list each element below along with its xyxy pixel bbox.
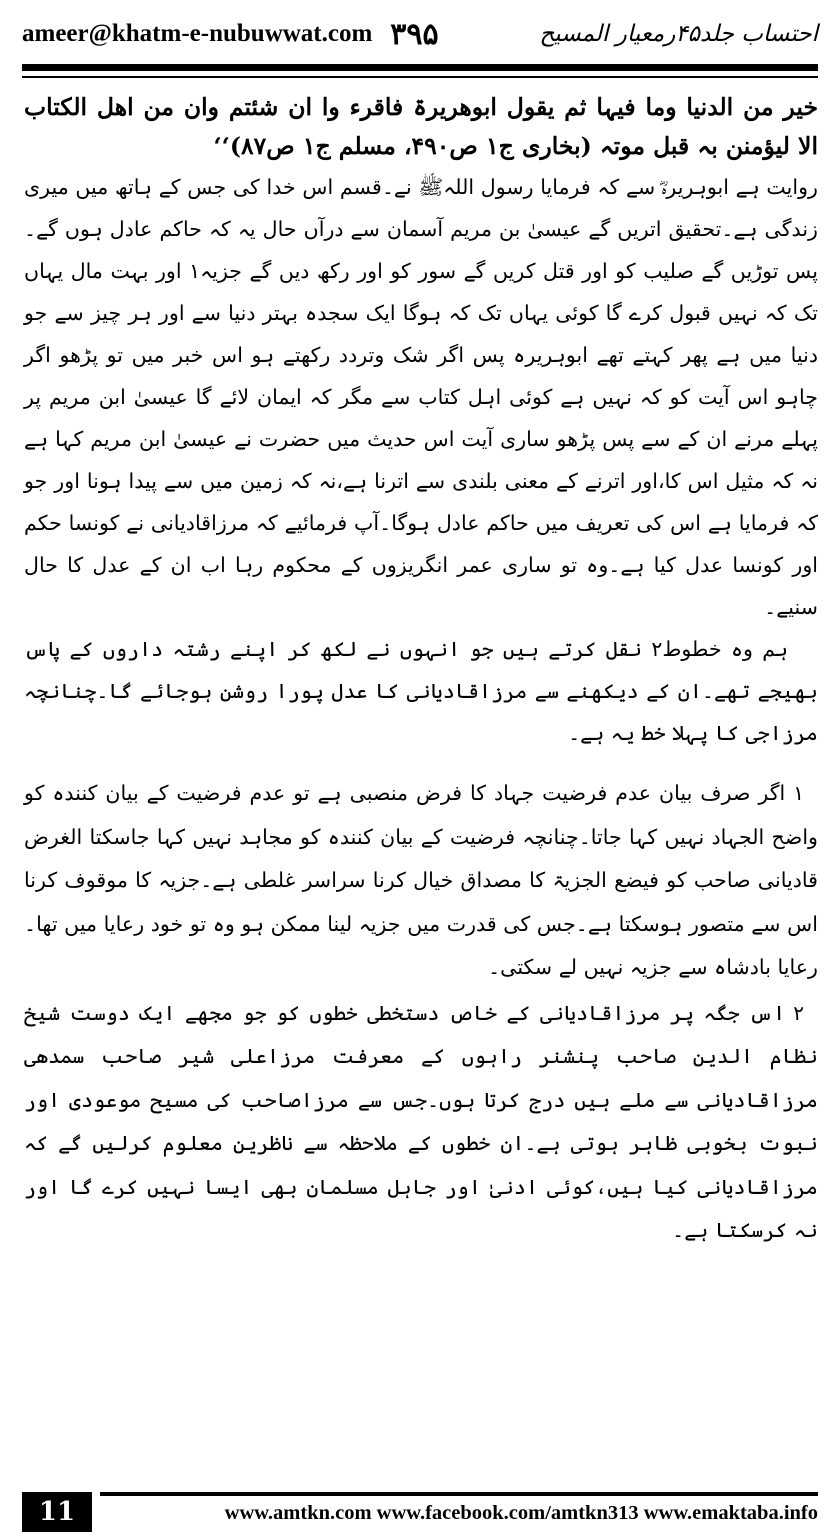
footnote-2-number: ۲ [793, 1000, 804, 1025]
arabic-quote: خیر من الدنیا وما فیہا ثم یقول ابوھریرۃ فاقرء وا ان شئتم وان من اھل الکتاب الا لیؤمنن بہ قبل موتہ (بخاری ج۱ ص۴۹۰، مسلم ج۱ ص۸۷)‘‘ [24, 93, 818, 160]
footnote-2-text: اس جگہ پر مرزاقادیانی کے خاص دستخطی خطوں کو جو مجھے ایک دوست شیخ نظام الدین صاحب پنشنر راہوں کے معرفت مرزاعلی شیر صاحب سمدھی مرزاقادیانی سے ملے ہیں درج کرتا ہوں۔جس سے مرزاصاحب کی مسیح موعودی اور نبوت بخوبی ظاہر ہوتی ہے۔ان خطوں کے ملاحظہ سے ناظرین معلوم کرلیں گے کہ مرزاقادیانی کیا ہیں،کوئی ادنیٰ اور جاہل مسلمان بھی ایسا نہیں کرے گا اور نہ کرسکتا ہے۔ [24, 1000, 818, 1242]
footnote-1 [24, 772, 818, 990]
page-content [24, 88, 818, 1255]
page-footer [22, 1492, 818, 1532]
footnote-1-text: اگر صرف بیان عدم فرضیت جہاد کا فرض منصبی ہے تو عدم فرضیت کے بیان کنندہ کو واضح الجہاد نہیں کہا جاتا۔چنانچہ فرضیت کے بیان کنندہ کو مجاہد نہیں کہا جاسکتا الغرض قادیانی صاحب کو فیضع الجزیۃ کا مصداق خیال کرنا سراسر غلطی ہے۔جزیہ کا موقوف کرنا اس سے متصور ہوسکتا ہے۔جس کی قدرت میں جزیہ لینا ممکن ہو وہ تو خود رعایا میں تھا۔رعایا بادشاہ سے جزیہ نہیں لے سکتی۔ [24, 781, 818, 979]
header-rule-thin [22, 76, 818, 78]
footer-links: www.amtkn.com www.facebook.com/amtkn313 www.emaktaba.info [224, 1502, 818, 1524]
footnote-1-number: ۱ [793, 781, 804, 805]
header-book-title: احتساب جلد۴۵رمعیار المسیح [539, 21, 818, 47]
footer-bar [100, 1492, 818, 1532]
footnotes [24, 772, 818, 1253]
footnote-2 [24, 992, 818, 1253]
footer-page-number: 11 [22, 1492, 92, 1532]
page-header [22, 10, 818, 58]
body-paragraph-2: ہم وہ خطوط۲ نقل کرتے ہیں جو انہوں نے لکھ کر اپنے رشتہ داروں کے پاس بھیجے تھے۔ان کے دیکھنے سے مرزاقادیانی کا عدل پورا روشن ہوجائے گا۔چنانچہ مرزاجی کا پہلا خط یہ ہے۔ [24, 637, 818, 745]
header-rule-thick [22, 64, 818, 71]
header-email: ameer@khatm-e-nubuwwat.com [22, 20, 373, 47]
header-left [22, 17, 439, 52]
header-page-number: ۳۹۵ [390, 16, 439, 52]
body-paragraph-1: روایت ہے ابوہریرہؓ سے کہ فرمایا رسول اللہﷺ نے۔قسم اس خدا کی جس کے ہاتھ میں میری زندگی ہے۔تحقیق اتریں گے عیسیٰ بن مریم آسمان سے درآں حال یہ کہ حاکم عادل ہوں گے۔پس توڑیں گے صلیب کو اور قتل کریں گے سور کو اور رکھ دیں گے جزیہ۱ اور بہت مال یہاں تک کہ نہیں قبول کرے گا کوئی یہاں تک کہ ہوگا ایک سجدہ بہتر دنیا سے اور ہر چیز سے جو دنیا میں ہے پھر کہتے تھے ابوہریرہ پس اگر شک وتردد رکھتے ہو اس خبر میں تو پڑھو اگر چاہو اس آیت کو کہ نہیں ہے کوئی اہل کتاب سے مگر کہ ایمان لائے گا عیسیٰ ابن مریم پر پہلے مرنے ان کے سے پس پڑھو ساری آیت اس حدیث میں حضرت نے عیسیٰ ابن مریم کہا ہے نہ کہ مثیل اس کا،اور اترنے کے معنی بلندی سے اترنا ہے،نہ کہ زمین میں سے پیدا ہونا اور جو کہ فرمایا ہے اس کی تعریف میں حاکم عادل ہوگا۔آپ فرمائیے کہ مرزاقادیانی نے کونسا حکم اور کونسا عدل کیا ہے۔وہ تو ساری عمر انگریزوں کے محکوم رہا اب ان کے عدل کا حال سنیے۔ [24, 175, 819, 619]
